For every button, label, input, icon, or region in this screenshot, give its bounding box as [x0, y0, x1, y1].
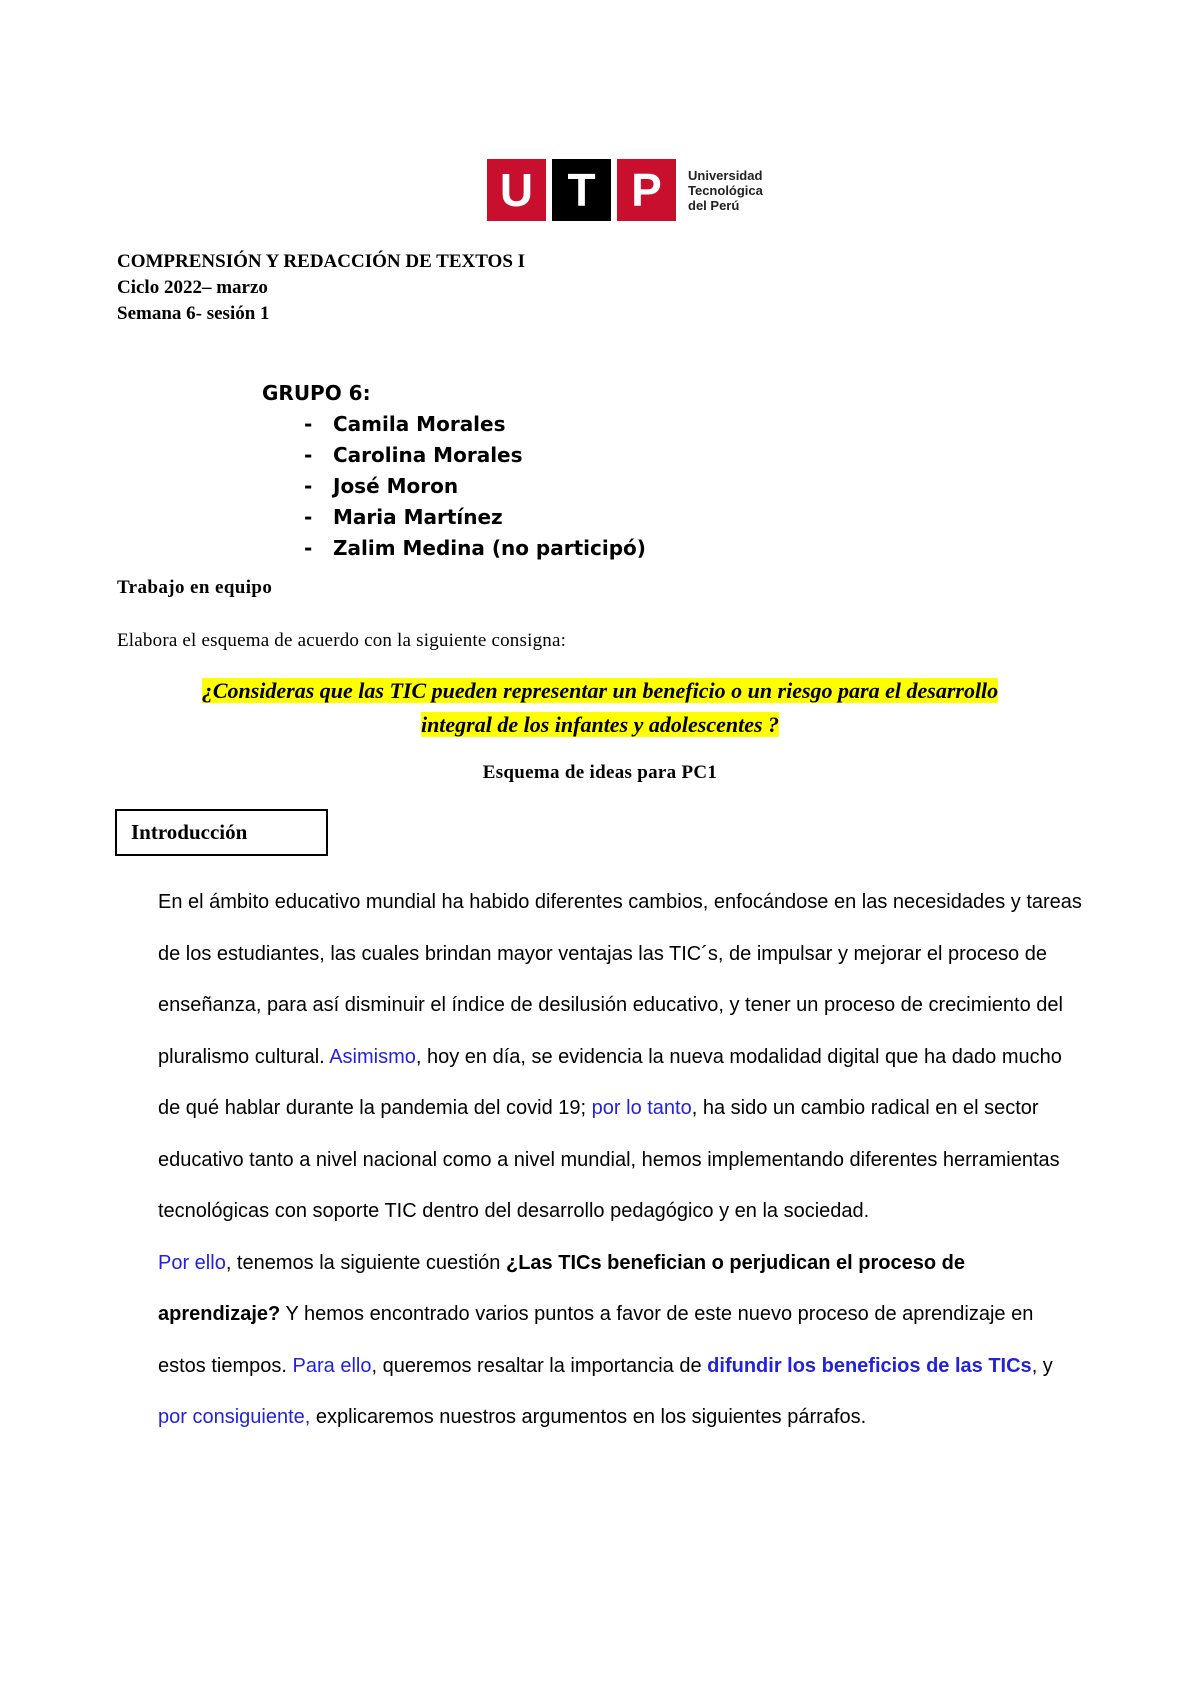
- text-run: , ha sido un cambio radical en el sector educativo tanto a nivel nacional como a nivel mundial, hemos implementando diferentes herramientas tecnológicas con soporte TIC dentro del desarrollo pedagógico y en la sociedad.: [158, 1097, 1060, 1222]
- member-name: Carolina Morales: [333, 443, 523, 467]
- section-label-box: [115, 809, 328, 856]
- utp-logo: [487, 159, 763, 221]
- member-name: José Moron: [333, 474, 459, 498]
- connector: por consiguiente,: [158, 1406, 311, 1428]
- week-line: Semana 6- sesión 1: [117, 303, 270, 324]
- text-run: En el ámbito educativo mundial ha habido diferentes cambios, enfocándose en las necesidades y tareas de los estudiantes, las cuales brindan mayor ventajas las TIC´s, de impulsar y mejorar el proceso de enseñanza, para así disminuir el índice de desilusión educativo, y tener un proceso de crecimiento del pluralismo cultural.: [158, 891, 1082, 1068]
- connector: Para ello: [292, 1354, 372, 1377]
- text-run: explicaremos nuestros argumentos en los siguientes párrafos.: [310, 1406, 867, 1428]
- text-run: , y: [1031, 1354, 1053, 1377]
- member-list: [304, 409, 646, 564]
- question-line-2: integral de los infantes y adolescentes ?: [420, 712, 780, 737]
- logo-letter-u: U: [487, 159, 546, 221]
- connector: Asimismo: [329, 1045, 416, 1068]
- key-question: ¿Las TICs benefician o perjudican el proceso de aprendizaje?: [158, 1251, 965, 1325]
- list-item: [304, 471, 646, 502]
- list-item: [304, 409, 646, 440]
- question-line-1: ¿Consideras que las TIC pueden representar un beneficio o un riesgo para el desarrollo: [201, 678, 999, 703]
- logo-wordmark: [688, 168, 763, 213]
- section-label: Introducción: [131, 820, 248, 844]
- list-item: [304, 533, 646, 564]
- text-run: , hoy en día, se evidencia la nueva modalidad digital que ha dado mucho de qué hablar durante la pandemia del covid 19;: [158, 1045, 1062, 1119]
- paragraph-2: [158, 1238, 1083, 1444]
- paragraph-1: [158, 877, 1083, 1238]
- list-item: [304, 440, 646, 471]
- text-run: Y hemos encontrado varios puntos a favor de este nuevo proceso de aprendizaje en estos tiempos.: [158, 1303, 1034, 1377]
- logo-line-1: Universidad: [688, 167, 763, 183]
- course-title: COMPRENSIÓN Y REDACCIÓN DE TEXTOS I: [117, 251, 526, 272]
- connector: por lo tanto: [591, 1097, 692, 1119]
- instruction: Elabora el esquema de acuerdo con la siguiente consigna:: [117, 630, 567, 651]
- member-name: Maria Martínez: [333, 505, 503, 529]
- logo-line-3: del Perú: [688, 197, 740, 213]
- guiding-question: [120, 674, 1080, 742]
- logo-line-2: Tecnológica: [688, 182, 763, 198]
- dash-marker: -: [304, 412, 313, 436]
- logo-letter-t: T: [552, 159, 611, 221]
- scheme-title: Esquema de ideas para PC1: [482, 762, 718, 783]
- text-run: , queremos resaltar la importancia de: [371, 1354, 708, 1377]
- cycle-line: Ciclo 2022– marzo: [117, 277, 268, 298]
- list-item: [304, 502, 646, 533]
- member-name: Zalim Medina (no participó): [333, 536, 646, 560]
- text-run: , tenemos la siguiente cuestión: [225, 1251, 506, 1274]
- connector: Por ello: [158, 1251, 226, 1274]
- introduction-body: [158, 877, 1083, 1444]
- group-title: GRUPO 6:: [262, 381, 371, 405]
- logo-letter-p: P: [617, 159, 676, 221]
- dash-marker: -: [304, 443, 313, 467]
- key-phrase: difundir los beneficios de las TICs: [707, 1354, 1032, 1377]
- work-type: Trabajo en equipo: [117, 577, 273, 598]
- dash-marker: -: [304, 536, 313, 560]
- member-name: Camila Morales: [333, 412, 506, 436]
- dash-marker: -: [304, 505, 313, 529]
- dash-marker: -: [304, 474, 313, 498]
